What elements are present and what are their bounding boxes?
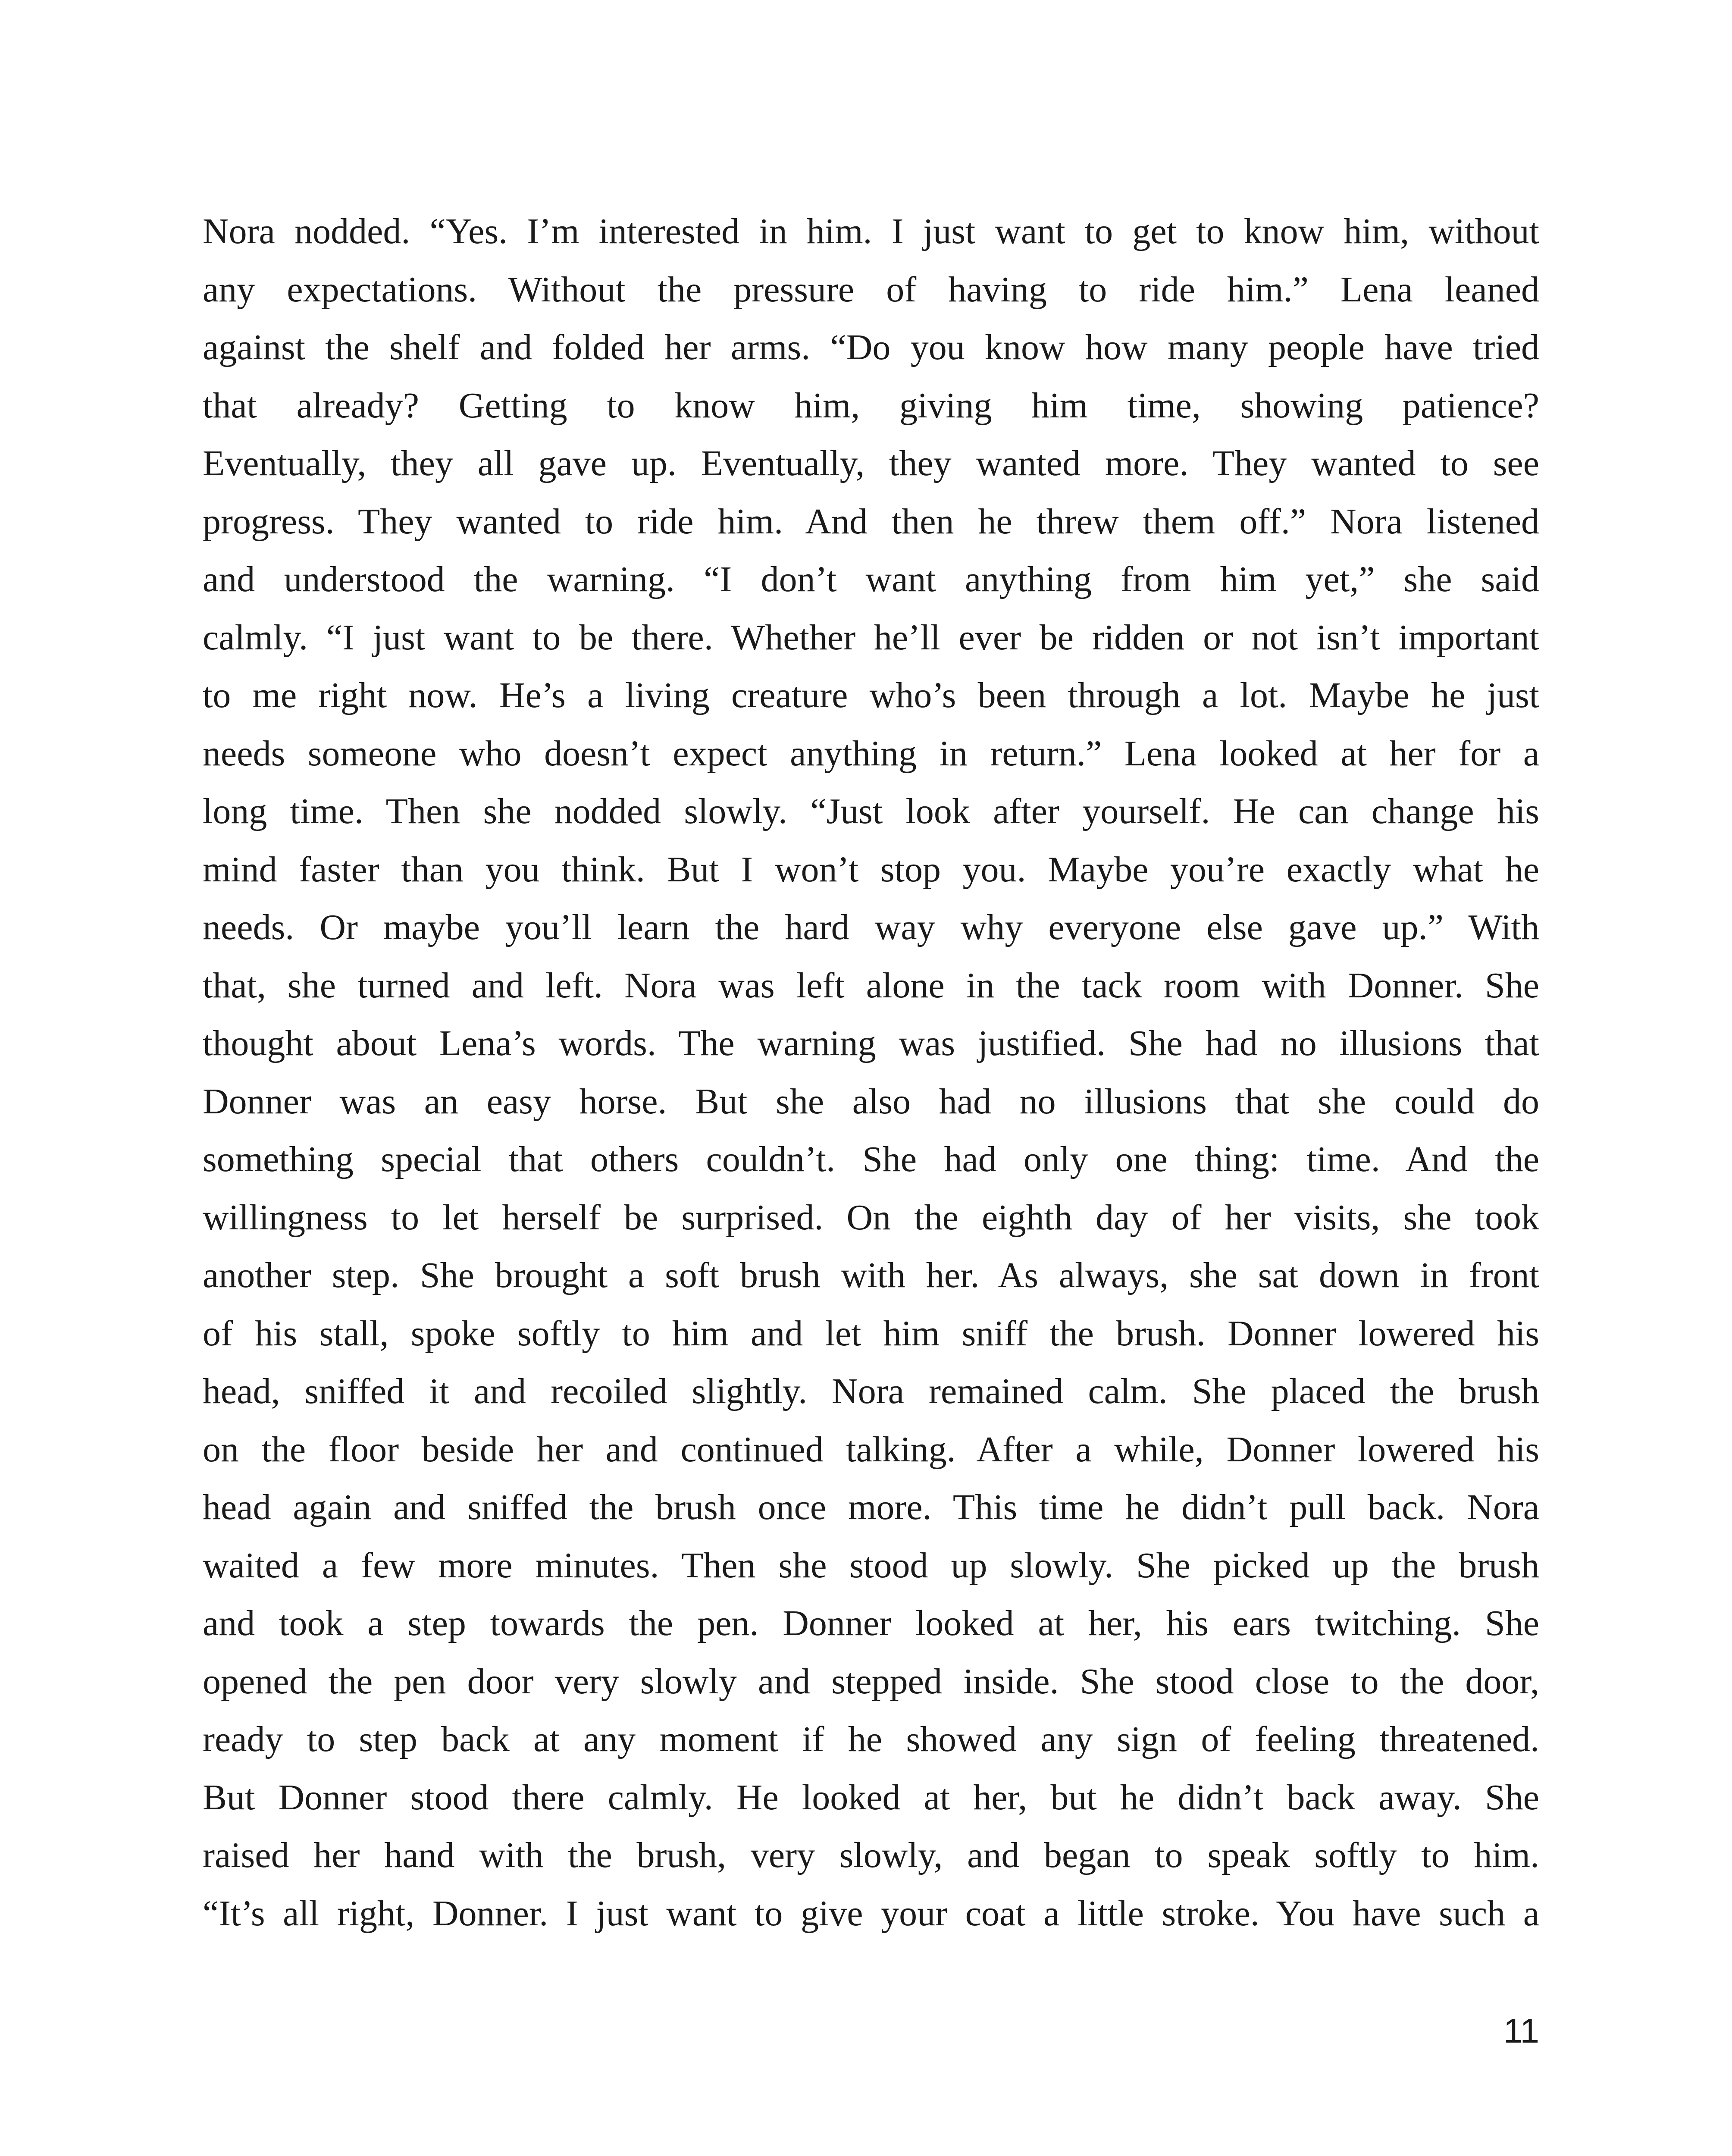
text-line: on the floor beside her and continued talking. After a while, Donner lowered his bbox=[203, 1429, 1539, 1470]
text-line: against the shelf and folded her arms. “Do you know how many people have tried bbox=[203, 327, 1539, 367]
text-line: something special that others couldn’t. She had only one thing: time. And the bbox=[203, 1139, 1539, 1179]
text-line: progress. They wanted to ride him. And then he threw them off.” Nora listened bbox=[203, 501, 1539, 542]
text-line: to me right now. He’s a living creature who’s been through a lot. Maybe he just bbox=[203, 675, 1539, 715]
text-line: “It’s all right, Donner. I just want to give your coat a little stroke. You have such a bbox=[203, 1893, 1539, 1934]
text-line: Eventually, they all gave up. Eventually, they wanted more. They wanted to see bbox=[203, 443, 1539, 483]
text-line: and took a step towards the pen. Donner looked at her, his ears twitching. She bbox=[203, 1603, 1539, 1643]
text-line: needs someone who doesn’t expect anything in return.” Lena looked at her for a bbox=[203, 733, 1539, 774]
text-line: calmly. “I just want to be there. Whether he’ll ever be ridden or not isn’t important bbox=[203, 617, 1539, 658]
text-line: raised her hand with the brush, very slowly, and began to speak softly to him. bbox=[203, 1835, 1539, 1875]
text-line: head, sniffed it and recoiled slightly. Nora remained calm. She placed the brush bbox=[203, 1371, 1539, 1411]
text-line: head again and sniffed the brush once more. This time he didn’t pull back. Nora bbox=[203, 1487, 1539, 1527]
text-line: of his stall, spoke softly to him and let him sniff the brush. Donner lowered his bbox=[203, 1313, 1539, 1354]
text-line: needs. Or maybe you’ll learn the hard way why everyone else gave up.” With bbox=[203, 907, 1539, 947]
text-line: and understood the warning. “I don’t want anything from him yet,” she said bbox=[203, 559, 1539, 599]
text-line: mind faster than you think. But I won’t stop you. Maybe you’re exactly what he bbox=[203, 849, 1539, 890]
text-line: Donner was an easy horse. But she also had no illusions that she could do bbox=[203, 1081, 1539, 1122]
text-line: Nora nodded. “Yes. I’m interested in him. I just want to get to know him, without bbox=[203, 211, 1539, 251]
text-line: that, she turned and left. Nora was left alone in the tack room with Donner. She bbox=[203, 965, 1539, 1006]
text-line: But Donner stood there calmly. He looked at her, but he didn’t back away. She bbox=[203, 1777, 1539, 1818]
text-line: that already? Getting to know him, giving him time, showing patience? bbox=[203, 385, 1539, 426]
text-line: thought about Lena’s words. The warning was justified. She had no illusions that bbox=[203, 1023, 1539, 1063]
text-line: another step. She brought a soft brush with her. As always, she sat down in front bbox=[203, 1255, 1539, 1295]
text-line: willingness to let herself be surprised. On the eighth day of her visits, she took bbox=[203, 1197, 1539, 1238]
text-line: any expectations. Without the pressure of having to ride him.” Lena leaned bbox=[203, 269, 1539, 310]
text-line: ready to step back at any moment if he showed any sign of feeling threatened. bbox=[203, 1719, 1539, 1759]
text-line: waited a few more minutes. Then she stood up slowly. She picked up the brush bbox=[203, 1545, 1539, 1586]
text-line: long time. Then she nodded slowly. “Just look after yourself. He can change his bbox=[203, 791, 1539, 831]
body-paragraph bbox=[203, 203, 1539, 1943]
text-line: opened the pen door very slowly and stepped inside. She stood close to the door, bbox=[203, 1661, 1539, 1702]
page-number: 11 bbox=[1503, 2012, 1539, 2050]
